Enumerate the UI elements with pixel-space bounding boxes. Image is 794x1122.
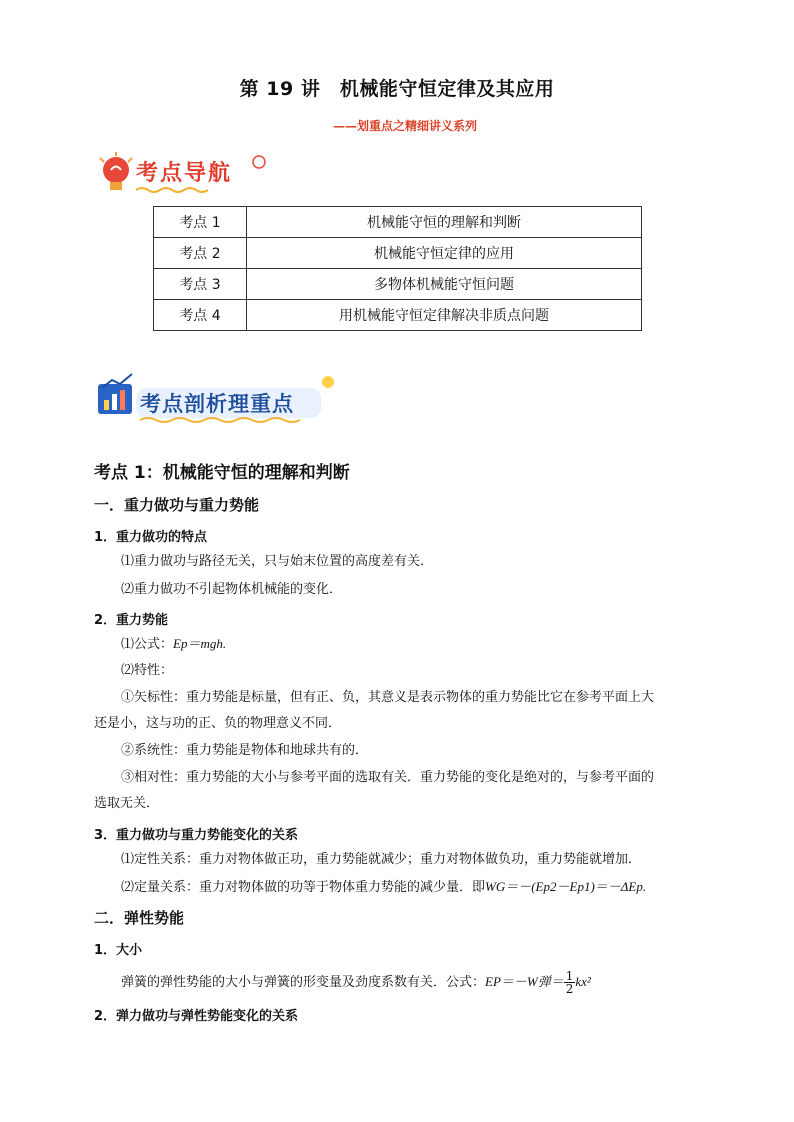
paragraph: 还是小，这与功的正、负的物理意义不同． — [94, 716, 342, 731]
page-title: 第 19 讲 机械能守恒定律及其应用 — [239, 78, 555, 100]
subsection-heading: 二．弹性势能 — [94, 909, 185, 927]
table-row — [154, 207, 642, 238]
formula: kx² — [575, 974, 591, 989]
table-row — [154, 269, 642, 300]
table-cell-key: 考点 2 — [154, 238, 247, 269]
item-title: 3．重力做功与重力势能变化的关系 — [94, 828, 299, 843]
table-cell-key: 考点 3 — [154, 269, 247, 300]
table-cell-key: 考点 4 — [154, 300, 247, 331]
formula: WG＝－(Ep2－Ep1)＝－ΔEp. — [485, 879, 647, 894]
item-title: 2．重力势能 — [94, 613, 169, 628]
nav-banner — [96, 150, 266, 196]
paragraph: ⑴重力做功与路径无关，只与始末位置的高度差有关． — [121, 554, 434, 569]
formula: Ep＝mgh. — [173, 636, 227, 651]
formula-line — [121, 970, 591, 995]
nav-banner-label: 考点导航 — [136, 161, 233, 186]
table-cell-topic: 用机械能守恒定律解决非质点问题 — [247, 300, 642, 331]
fraction — [564, 970, 576, 995]
item-title: 2．弹力做功与弹性势能变化的关系 — [94, 1009, 299, 1024]
paragraph: ⑵重力做功不引起物体机械能的变化． — [121, 582, 343, 597]
paragraph: ⑵定量关系：重力对物体做的功等于物体重力势能的减少量．即 — [121, 880, 486, 895]
subsection-heading: 一．重力做功与重力势能 — [94, 496, 260, 514]
nav-table — [153, 206, 642, 331]
item-title: 1．重力做功的特点 — [94, 530, 208, 545]
fraction-denominator: 2 — [565, 982, 574, 996]
item-title: 1．大小 — [94, 943, 143, 958]
formula-line — [121, 634, 226, 655]
page-subtitle: ——划重点之精细讲义系列 — [333, 119, 478, 133]
table-cell-topic: 机械能守恒的理解和判断 — [247, 207, 642, 238]
paragraph: ①矢标性：重力势能是标量，但有正、负，其意义是表示物体的重力势能比它在参考平面上大 — [121, 690, 655, 705]
analysis-banner-label: 考点剖析理重点 — [140, 392, 294, 416]
formula-line — [121, 877, 646, 898]
table-row — [154, 300, 642, 331]
table-cell-key: 考点 1 — [154, 207, 247, 238]
analysis-banner — [96, 372, 346, 424]
paragraph: ⑵特性： — [121, 663, 174, 678]
paragraph: 弹簧的弹性势能的大小与弹簧的形变量及劲度系数有关．公式： — [121, 975, 486, 990]
paragraph: ③相对性：重力势能的大小与参考平面的选取有关．重力势能的变化是绝对的，与参考平面的 — [121, 770, 655, 785]
section-heading: 考点 1：机械能守恒的理解和判断 — [94, 463, 350, 483]
paragraph: ⑴定性关系：重力对物体做正功，重力势能就减少；重力对物体做负功，重力势能就增加． — [121, 852, 642, 867]
table-row — [154, 238, 642, 269]
formula: EP＝－W弹＝ — [485, 974, 564, 989]
table-cell-topic: 多物体机械能守恒问题 — [247, 269, 642, 300]
paragraph: ②系统性：重力势能是物体和地球共有的． — [121, 743, 369, 758]
fraction-numerator: 1 — [565, 969, 574, 983]
table-cell-topic: 机械能守恒定律的应用 — [247, 238, 642, 269]
paragraph: 选取无关． — [94, 796, 160, 811]
formula-label: ⑴公式： — [121, 637, 174, 652]
